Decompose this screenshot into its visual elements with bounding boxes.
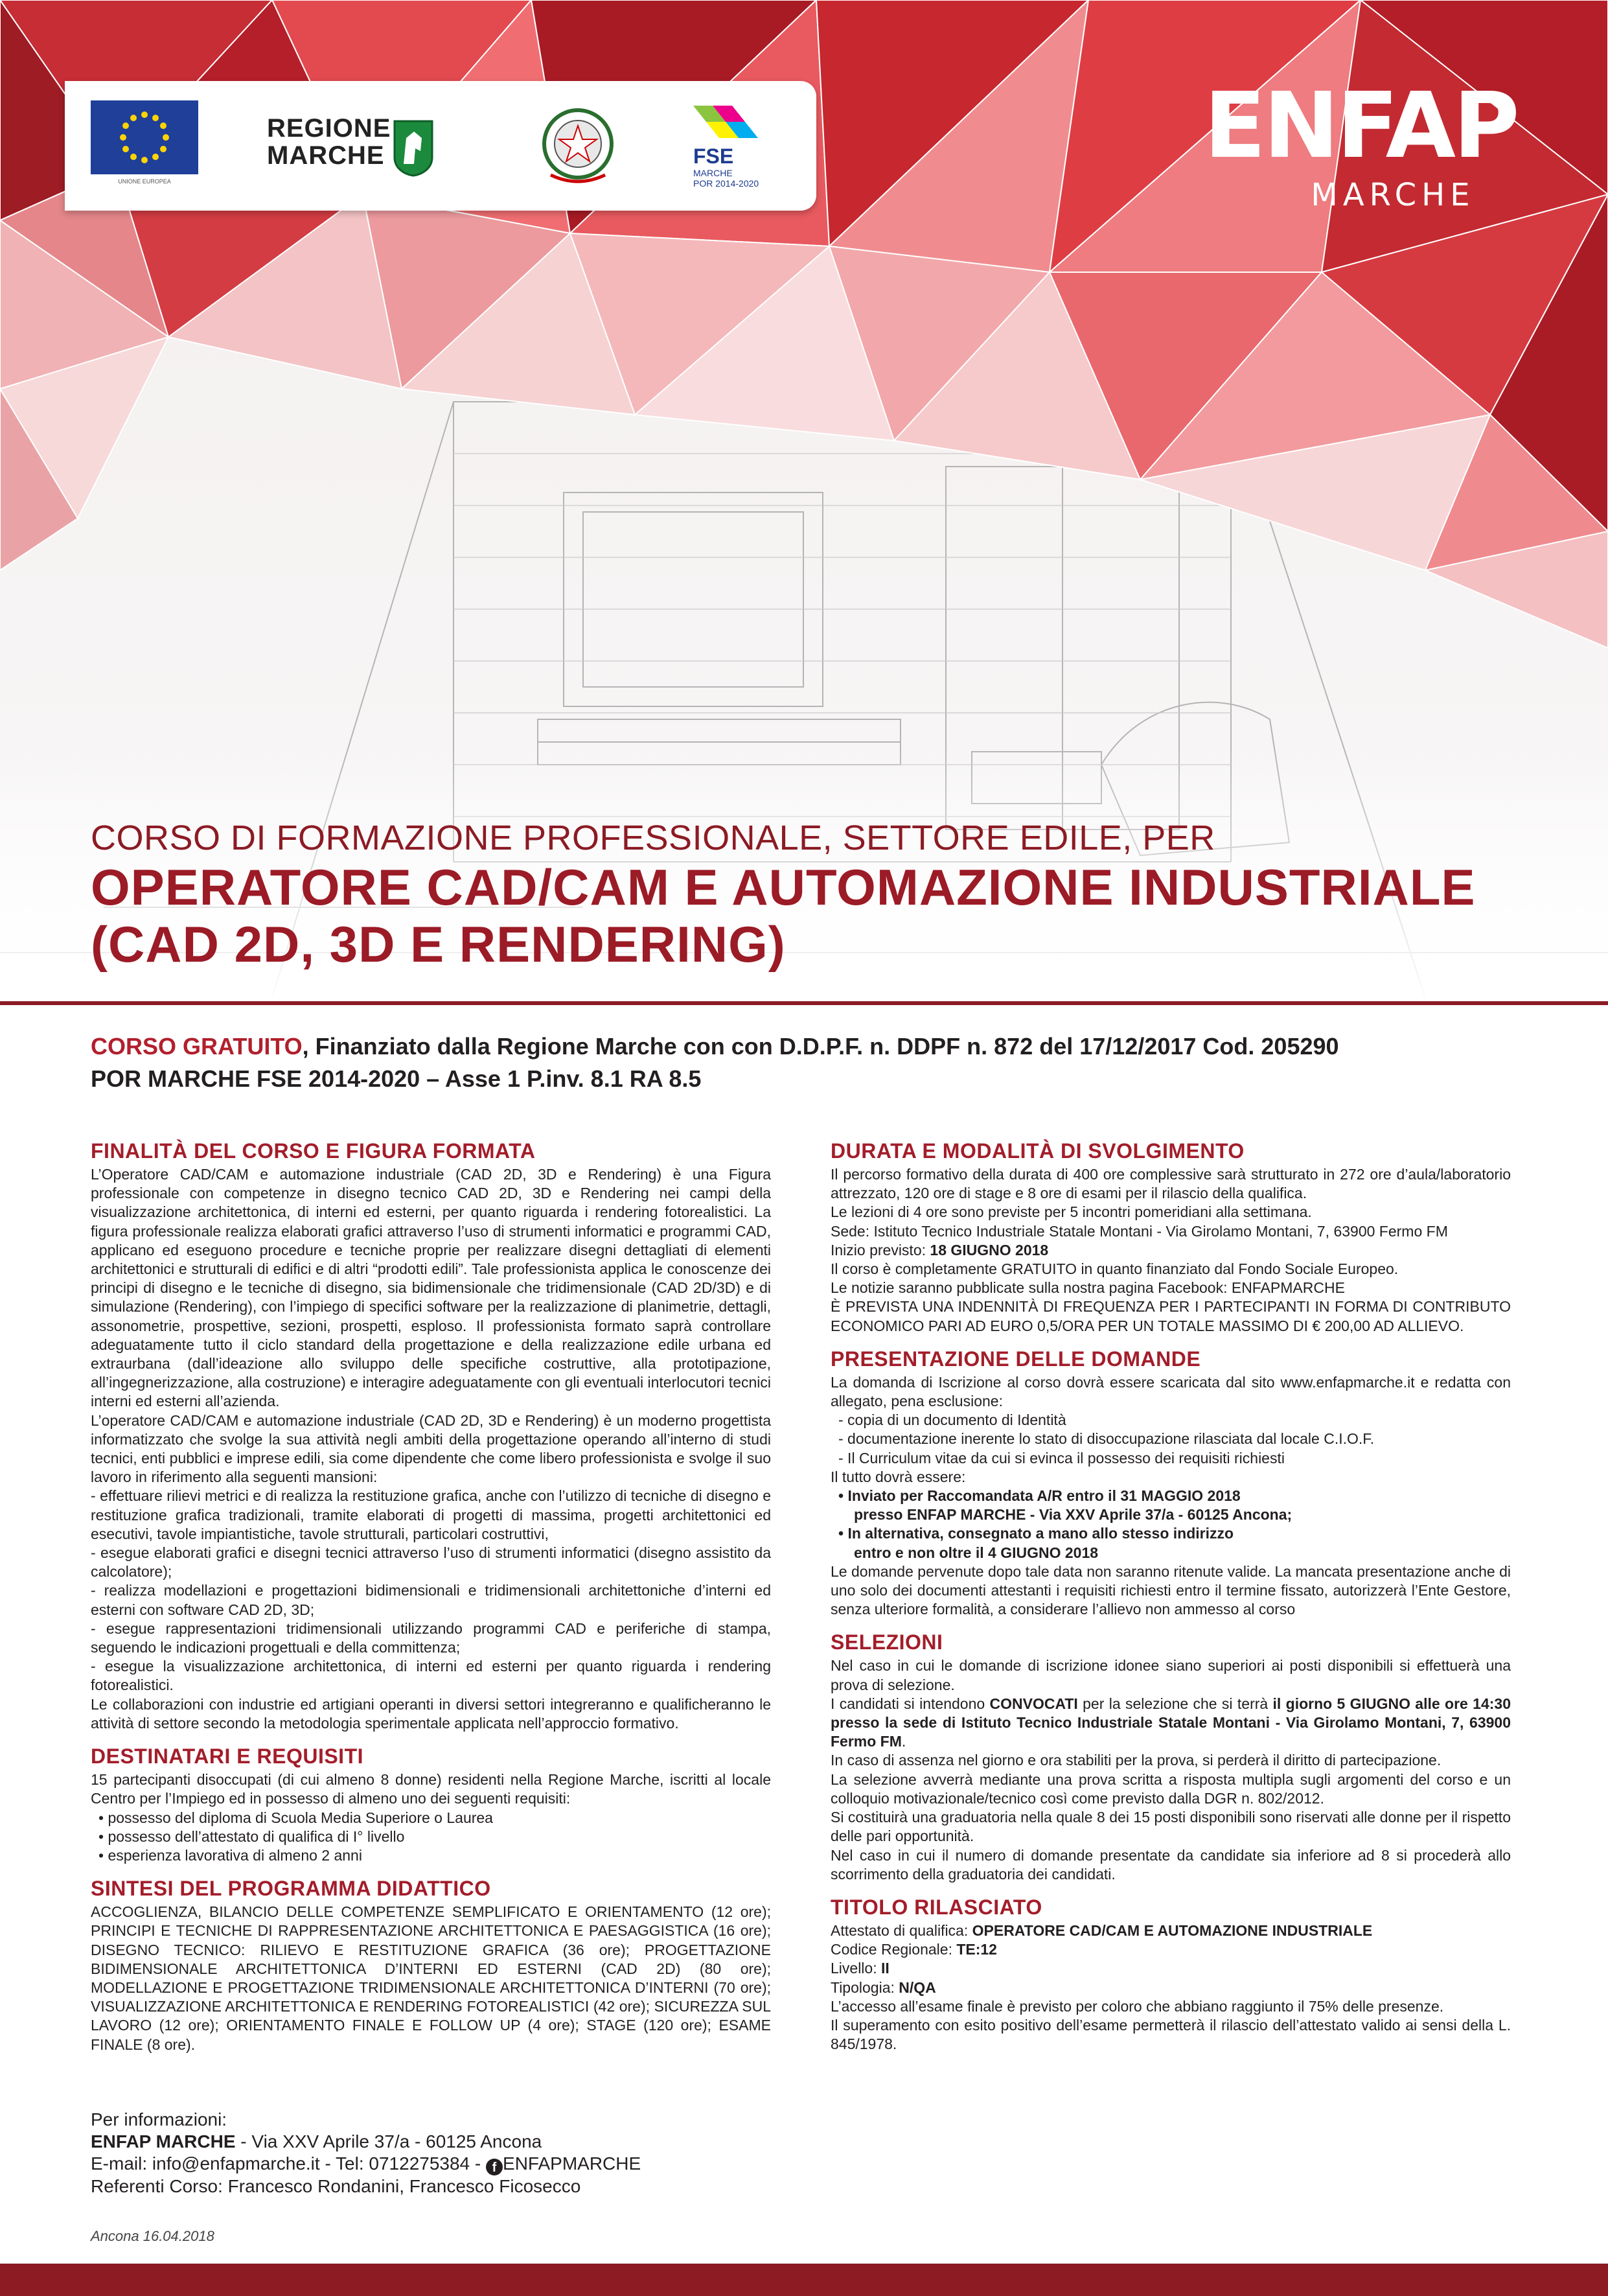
- bottom-bar: [0, 2264, 1608, 2296]
- programma-text: ACCOGLIENZA, BILANCIO DELLE COMPETENZE SEMPLIFICATO E ORIENTAMENTO (12 ore); PRINCIPI E TECNICHE DI RAPPRESENTAZIONE ARCHITETTONICA E PAESAGGISTICA (16 ore); DISEGNO TECNICO: RILIEVO E RESTITUZIONE GRAFICA (36 ore); PROGETTAZIONE BIDIMENSIONALE ARCHITETTONICA D’INTERNI ED ESTERNI (CAD 2D) (80 ore); MODELLAZIONE E PROGETTAZIONE TRIDIMENSIONALE ARCHITETTONICA D’INTERNI (70 ore); VISUALIZZAZIONE ARCHITETTONICA E RENDERING FOTOREALISTICI (42 ore); SICUREZZA SUL LAVORO (12 ore); ORIENTAMENTO FINALE E FOLLOW UP (4 ore); STAGE (120 ore); ESAME FINALE (8 ore).: [91, 1903, 771, 2053]
- titolo-attestato: [831, 1921, 1511, 1940]
- course-title: [91, 859, 1548, 973]
- mansione-item: - esegue rappresentazioni tridimensionali utilizzando programmi CAD e periferiche di stampa, seguendo le indicazioni progettuali e della committenza;: [91, 1619, 771, 1656]
- tipologia-value: N/QA: [899, 1978, 936, 1996]
- course-title-line-2: (CAD 2D, 3D E RENDERING): [91, 916, 786, 973]
- regione-marche-logo-text: REGIONE MARCHE: [267, 114, 391, 170]
- selezioni-paragraph: In caso di assenza nel giorno e ora stabiliti per la prova, si perderà il diritto di partecipazione.: [831, 1752, 1441, 1769]
- titolo-paragraph: Il superamento con esito positivo dell’esame permetterà il rilascio dell’attestato valido ai sensi della L. 845/1978.: [831, 2016, 1511, 2053]
- mansione-item: - effettuare rilievi metrici e di realizza la restituzione grafica, anche con l’utilizzo di tecniche di disegno e restituzione grafica tradizionali, tramite elaborati di progetti di massima, progetti architettonici ed esecutivi, tavole impiantistiche, tavole strutturali, particolari costruttivi,: [91, 1487, 771, 1542]
- italian-republic-emblem-icon: [538, 104, 619, 188]
- durata-paragraph: Le lezioni di 4 ore sono previste per 5 incontri pomeridiani alla settimana.: [831, 1203, 1312, 1221]
- info-email-phone[interactable]: E-mail: info@enfapmarche.it - Tel: 0712275384 -: [91, 2153, 487, 2174]
- presentazione-paragraph: La domanda di Iscrizione al corso dovrà essere scaricata dal sito www.enfapmarche.it e redatta con allegato, pena esclusione:: [831, 1373, 1511, 1410]
- convocazione-data: il giorno 5 GIUGNO alle ore 14:30 presso la sede di Istituto Tecnico Industriale Statale Montani - Via Girolamo Montani, 7, 63900 Fermo FM: [831, 1695, 1511, 1750]
- selezioni-paragraph: La selezione avverrà mediante una prova scritta a risposta multipla sugli argomenti del corso e un colloquio motivazionale/tecnico così come previsto dalla DGR n. 802/2012.: [831, 1770, 1511, 1807]
- indennita-paragraph: È PREVISTA UNA INDENNITÀ DI FREQUENZA PER I PARTECIPANTI IN FORMA DI CONTRIBUTO ECONOMICO PARI AD EURO 0,5/ORA PER UN TOTALE MASSIMO DI € 200,00 AD ALLIEVO.: [831, 1298, 1511, 1334]
- titolo-paragraph: L’accesso all’esame finale è previsto per coloro che abbiano raggiunto il 75% delle presenze.: [831, 1997, 1444, 2015]
- funding-intro: [91, 1030, 1542, 1095]
- section-title-selezioni: SELEZIONI: [831, 1630, 943, 1654]
- fse-logo-text: FSE: [693, 145, 734, 168]
- course-title-line-1: OPERATORE CAD/CAM E AUTOMAZIONE INDUSTRIALE: [91, 859, 1476, 916]
- right-column: [831, 1138, 1511, 2054]
- titolo-codice: [831, 1940, 1511, 1959]
- enfap-logo: [1192, 75, 1529, 217]
- info-contacts: [91, 2153, 771, 2175]
- funding-line-2: POR MARCHE FSE 2014-2020 – Asse 1 P.inv. 8.1 RA 8.5: [91, 1065, 702, 1092]
- durata-paragraph: Il corso è completamente GRATUITO in quanto finanziato dal Fondo Sociale Europeo.: [831, 1260, 1399, 1278]
- fse-marche-icon: [687, 99, 771, 145]
- requisito-item: • possesso dell’attestato di qualifica di I° livello: [98, 1827, 405, 1845]
- info-org: ENFAP MARCHE: [91, 2131, 236, 2151]
- livello-label: Livello:: [831, 1960, 881, 1977]
- enfap-logo-word: ENFAP: [1204, 73, 1517, 179]
- invio-item: • In alternativa, consegnato a mano allo stesso indirizzo: [838, 1525, 1234, 1542]
- info-address: [91, 2131, 771, 2153]
- invio-item-detail: entro e non oltre il 4 GIUGNO 2018: [854, 1544, 1099, 1561]
- codice-label: Codice Regionale:: [831, 1941, 957, 1958]
- finalita-paragraph: L’Operatore CAD/CAM e automazione industriale (CAD 2D, 3D e Rendering) è una Figura professionale con competenze in disegno tecnico CAD 2D, 3D e Rendering nei campi della visualizzazione architettonica, di interni ed esterni, per quanto riguarda i rendering fotorealistici. La figura professionale realizza elaborati grafici attraverso l’uso di strumenti informatici e programmi CAD, applicano ed eseguono procedure e tecniche proprie per realizzare disegni dettagliati di elementi architettonici e strutturali di edifici e di altri “prodotti edili”. Tale professionista applica le conoscenze dei principi di disegno e le tecniche di disegno, sia bidimensionale che tridimensionale (CAD 2D/3D) e di simulazione (Rendering), con l’impiego di specifici software per la realizzazione di planimetrie, dettagli, assonometrie, prospettive, sezioni, prospetti, esploso. Il professionista formato saprà controllare adeguatamente tutto il ciclo standard della progettazione e della realizzazione edile urbana ed extraurbana (dall’ideazione allo sviluppo delle specifiche costruttive, alla prototipazione, all’ingegnerizzazione, alla costruzione) e interagire adeguatamente con gli eventuali interlocutori tecnici interni ed esterni all’azienda.: [91, 1166, 771, 1410]
- durata-paragraph: Il percorso formativo della durata di 400 ore complessive sarà strutturato in 272 ore d’aula/laboratorio attrezzato, 120 ore di stage e 8 ore di esami per il rilascio della qualifica.: [831, 1166, 1511, 1202]
- invio-item-detail: presso ENFAP MARCHE - Via XXV Aprile 37/a - 60125 Ancona;: [854, 1506, 1292, 1524]
- livello-value: II: [880, 1960, 890, 1977]
- info-heading: Per informazioni:: [91, 2109, 227, 2129]
- selezioni-paragraph: Si costituirà una graduatoria nella quale 8 dei 15 posti disponibili sono riservati alle donne per il rispetto delle pari opportunità.: [831, 1809, 1511, 1845]
- requisito-item: • possesso del diploma di Scuola Media Superiore o Laurea: [98, 1809, 493, 1826]
- presentazione-paragraph: Il tutto dovrà essere:: [831, 1468, 966, 1485]
- regione-marche-icon: [392, 119, 435, 177]
- inizio-previsto: [831, 1241, 1511, 1260]
- info-referenti: Referenti Corso: Francesco Rondanini, Francesco Ficosecco: [91, 2176, 581, 2196]
- section-title-sintesi: SINTESI DEL PROGRAMMA DIDATTICO: [91, 1877, 491, 1901]
- section-title-destinatari: DESTINATARI E REQUISITI: [91, 1745, 363, 1768]
- section-title-presentazione: PRESENTAZIONE DELLE DOMANDE: [831, 1347, 1201, 1371]
- corso-gratuito-label: CORSO GRATUITO: [91, 1033, 303, 1060]
- convocati-label: CONVOCATI: [989, 1695, 1078, 1712]
- durata-paragraph: Le notizie saranno pubblicate sulla nostra pagina Facebook: ENFAPMARCHE: [831, 1279, 1345, 1297]
- dateline: Ancona 16.04.2018: [91, 2228, 214, 2244]
- finalita-paragraph: L’operatore CAD/CAM e automazione industriale (CAD 2D, 3D e Rendering) è un moderno progettista informatizzato che svolge la sua attività negli ambiti della progettazione operando all’interno di studi tecnici, enti pubblici e imprese edili, sia come dipendente che come libero professionista e svolge il suo lavoro in riferimento alla seguenti mansioni:: [91, 1411, 771, 1486]
- fse-marche-label: MARCHE: [693, 168, 733, 178]
- facebook-page-link[interactable]: ENFAPMARCHE: [503, 2153, 641, 2174]
- fse-por-label: POR 2014-2020: [693, 178, 759, 189]
- attestato-label: Attestato di qualifica:: [831, 1921, 972, 1939]
- durata-paragraph: Sede: Istituto Tecnico Industriale Statale Montani - Via Girolamo Montani, 7, 63900 Fermo FM: [831, 1222, 1448, 1240]
- enfap-logo-subtitle: MARCHE: [1311, 177, 1475, 213]
- fse-logo-subtext: [693, 168, 790, 189]
- funding-text: , Finanziato dalla Regione Marche con con D.D.P.F. n. DDPF n. 872 del 17/12/2017 Cod. 205290: [302, 1033, 1339, 1060]
- convocazione-text: per la selezione che si terrà: [1077, 1695, 1273, 1712]
- info-address-text: - Via XXV Aprile 37/a - 60125 Ancona: [235, 2131, 542, 2151]
- eu-flag-icon: [91, 100, 198, 174]
- course-pretitle: CORSO DI FORMAZIONE PROFESSIONALE, SETTORE EDILE, PER: [91, 818, 1215, 857]
- attestato-value: OPERATORE CAD/CAM E AUTOMAZIONE INDUSTRIALE: [972, 1921, 1373, 1939]
- mansione-item: - esegue elaborati grafici e disegni tecnici attraverso l’uso di strumenti informatici (disegno assistito da calcolatore);: [91, 1544, 771, 1581]
- codice-value: TE:12: [956, 1941, 997, 1958]
- eu-caption: UNIONE EUROPEA: [118, 178, 171, 185]
- mansione-item: - realizza modellazioni e progettazioni bidimensionali e tridimensionali architettoniche d’interni ed esterni con software CAD 2D, 3D;: [91, 1582, 771, 1618]
- selezioni-paragraph: Nel caso in cui le domande di iscrizione idonee siano superiori ai posti disponibili si effettuerà una prova di selezione.: [831, 1657, 1511, 1693]
- convocazione-text: .: [901, 1733, 906, 1750]
- facebook-icon: f: [486, 2159, 503, 2175]
- destinatari-paragraph: 15 partecipanti disoccupati (di cui almeno 8 donne) residenti nella Regione Marche, iscritti al locale Centro per l’Impiego ed in possesso di almeno uno dei seguenti requisiti:: [91, 1771, 771, 1807]
- allegato-item: - documentazione inerente lo stato di disoccupazione rilasciata dal locale C.I.O.F.: [838, 1430, 1375, 1448]
- funding-line-1: [91, 1030, 1542, 1063]
- logo-bar: [65, 81, 816, 211]
- divider: [0, 1001, 1608, 1005]
- selezioni-convocazione: [831, 1695, 1511, 1752]
- allegato-item: - copia di un documento di Identità: [838, 1411, 1066, 1429]
- convocazione-text: I candidati si intendono: [831, 1695, 990, 1712]
- section-title-finalita: FINALITÀ DEL CORSO E FIGURA FORMATA: [91, 1139, 536, 1163]
- tipologia-label: Tipologia:: [831, 1978, 899, 1996]
- selezioni-paragraph: Nel caso in cui il numero di domande presentate da candidate sia inferiore ad 8 si procederà allo scorrimento della graduatoria dei candidati.: [831, 1846, 1511, 1883]
- invio-item: • Inviato per Raccomandata A/R entro il 31 MAGGIO 2018: [838, 1487, 1241, 1505]
- finalita-paragraph: Le collaborazioni con industrie ed artigiani operanti in diversi settori integreranno e qualificheranno le attività di settore secondo la metodologia sperimentale applicata nell’approccio formativo.: [91, 1695, 771, 1732]
- titolo-livello: [831, 1959, 1511, 1978]
- presentazione-paragraph: Le domande pervenute dopo tale data non saranno ritenute valide. La mancata presentazione anche di uno solo dei documenti attestanti i requisiti richiesti entro il termine fissato, autorizzerà l’Ente Gestore, senza ulteriore formalità, a considerare l’allievo non ammesso al corso: [831, 1562, 1511, 1618]
- inizio-value: 18 GIUGNO 2018: [930, 1241, 1049, 1258]
- allegato-item: - Il Curriculum vitae da cui si evinca il possesso dei requisiti richiesti: [838, 1449, 1285, 1467]
- inizio-label: Inizio previsto:: [831, 1241, 930, 1258]
- section-title-titolo: TITOLO RILASCIATO: [831, 1895, 1042, 1919]
- contact-info: [91, 2109, 771, 2197]
- mansione-item: - esegue la visualizzazione architettonica, di interni ed esterni per quanto riguarda i rendering fotorealistici.: [91, 1658, 771, 1694]
- section-title-durata: DURATA E MODALITÀ DI SVOLGIMENTO: [831, 1139, 1245, 1163]
- left-column: [91, 1138, 771, 2054]
- requisito-item: • esperienza lavorativa di almeno 2 anni: [98, 1846, 362, 1864]
- titolo-tipologia: [831, 1978, 1511, 1997]
